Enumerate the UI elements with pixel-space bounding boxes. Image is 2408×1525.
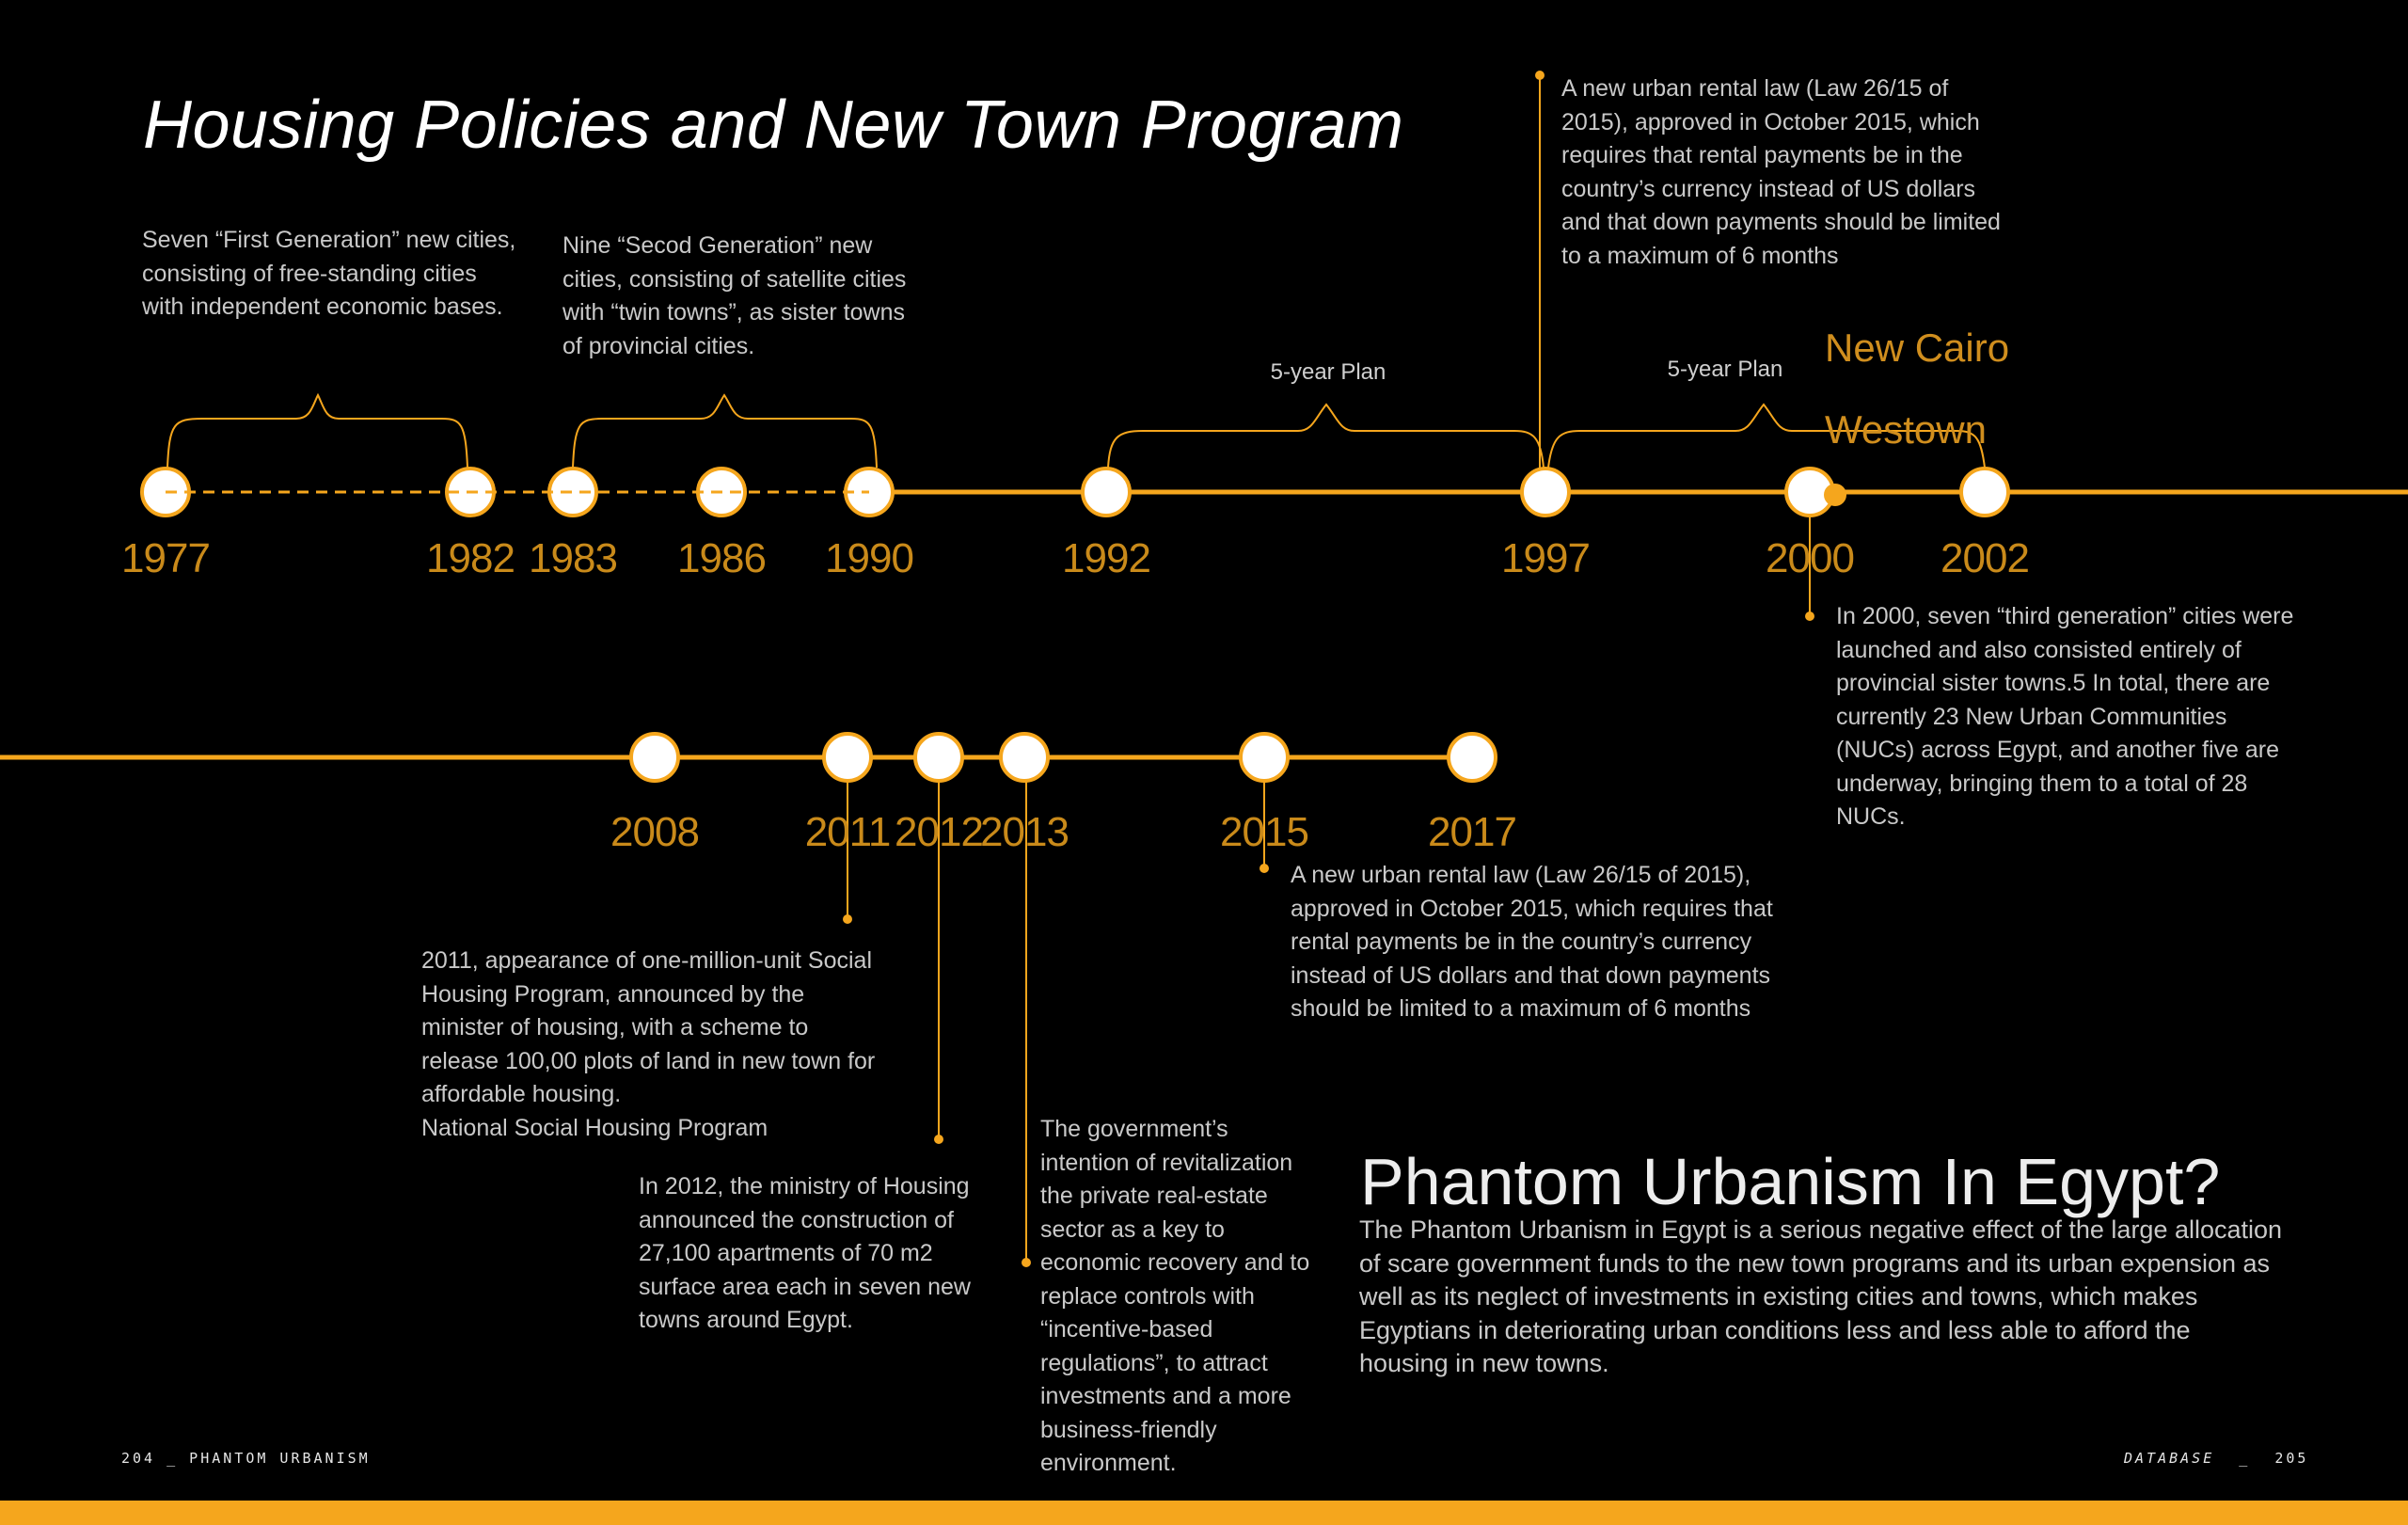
timeline-top-year-label: 2002 (1941, 535, 2029, 581)
footer-separator: _ (2239, 1450, 2251, 1467)
timeline-bottom-node-2017 (1449, 734, 1496, 781)
timeline-top-year-label: 1997 (1501, 535, 1590, 581)
timeline-top-year-label: 1986 (677, 535, 766, 581)
timeline-bottom-year-label: 2013 (980, 809, 1069, 855)
timeline-bottom-year-label: 2011 (804, 809, 891, 855)
timeline-bottom-node-2012 (915, 734, 962, 781)
footer-section: DATABASE (2124, 1450, 2215, 1467)
timeline-bottom-node-2011 (824, 734, 871, 781)
plan-label: 5-year Plan (1270, 359, 1386, 385)
city-label-westown: Westown (1825, 407, 1987, 452)
connector-dot-1997 (1535, 71, 1545, 80)
connector-dot-2011 (843, 914, 852, 924)
timeline-bottom-node-2013 (1001, 734, 1048, 781)
note-social-housing-2011 (421, 945, 892, 1145)
timeline-bottom-node-2015 (1241, 734, 1288, 781)
timeline-top-year-label: 2000 (1766, 535, 1854, 581)
note-ministry-2012: In 2012, the ministry of Housing announced the construction of 27,100 apartments of 70 m2 surface area each in seven new towns around Egypt. (639, 1173, 971, 1333)
timeline-top-year-label: 1977 (121, 535, 210, 581)
footer-page-number: 205 (2274, 1450, 2309, 1467)
bottom-accent-bar (0, 1501, 2408, 1525)
note-social-housing-2011-text: 2011, appearance of one-million-unit Social Housing Program, announced by the minister of housing, with a scheme to release 100,00 plots of land in new town for affordable housing. (421, 947, 876, 1107)
connector-dot-2013 (1022, 1258, 1031, 1267)
timeline-bottom-year-label: 2015 (1220, 809, 1308, 855)
timeline-top-year-label: 1982 (426, 535, 515, 581)
timeline-bottom-node-2008 (631, 734, 678, 781)
timeline-bottom-year-label: 2008 (610, 809, 699, 855)
timeline-top-year-label: 1990 (825, 535, 913, 581)
timeline-top-year-label: 1983 (529, 535, 617, 581)
timeline-bottom-year-label: 2012 (895, 809, 983, 855)
marker-2000-dot (1824, 484, 1846, 506)
note-revitalization-2013: The government’s intention of revitalization the private real-estate sector as a key to economic recovery and to replace controls with “incentive-based regulations”, to attract investments and a more business-friendly environment. (1040, 1116, 1310, 1476)
timeline-top-year-label: 1992 (1062, 535, 1150, 581)
note-third-generation: In 2000, seven “third generation” cities were launched and also consisted entirely of provincial sister towns.5 In total, there are currently 23 New Urban Communities (NUCs) across Egypt, and another five are underway, bringing them to a total of 28 NUCs. (1836, 603, 2294, 830)
note-second-generation: Nine “Secod Generation” new cities, consisting of satellite cities with “twin towns”, as sister towns of provincial cities. (562, 232, 907, 359)
city-label-new-cairo: New Cairo (1825, 326, 2010, 370)
footer-right (2124, 1450, 2308, 1467)
note-rental-law-2015: A new urban rental law (Law 26/15 of 2015), approved in October 2015, which requires that rental payments be in the country’s currency instead of US dollars and that down payments should be limited to a maximum of 6 months (1291, 862, 1773, 1022)
timeline-top-node-2002 (1961, 469, 2008, 516)
brace-second-generation (573, 395, 877, 468)
connector-dot-2015 (1259, 864, 1269, 873)
connector-dot-2000 (1805, 612, 1814, 621)
note-rental-law-top: A new urban rental law (Law 26/15 of 2015), approved in October 2015, which requires that rental payments be in the country’s currency instead of US dollars and that down payments should be limited to a maximum of 6 months (1561, 75, 2001, 269)
brace-five-year-plan-1 (1108, 405, 1544, 468)
brace-first-generation (167, 395, 467, 468)
section-body: The Phantom Urbanism in Egypt is a serious negative effect of the large allocation of scare government funds to the new town programs and its urban expension as well as its neglect of investments in existing cities and towns, which makes Egyptians in deteriorating urban conditions less and less able to afford the housing in new towns. (1359, 1215, 2283, 1377)
timeline-top-node-1997 (1522, 469, 1569, 516)
timeline-bottom-year-label: 2017 (1428, 809, 1516, 855)
page-title: Housing Policies and New Town Program (143, 87, 1404, 163)
note-social-housing-2011-title: National Social Housing Program (421, 1114, 768, 1141)
section-heading: Phantom Urbanism In Egypt? (1360, 1145, 2221, 1218)
timeline-top-node-1992 (1083, 469, 1130, 516)
note-first-generation: Seven “First Generation” new cities, consisting of free-standing cities with independent economic bases. (142, 227, 516, 320)
plan-label: 5-year Plan (1667, 357, 1783, 382)
footer-left: 204 _ PHANTOM URBANISM (121, 1450, 371, 1467)
connector-dot-2012 (934, 1135, 943, 1144)
